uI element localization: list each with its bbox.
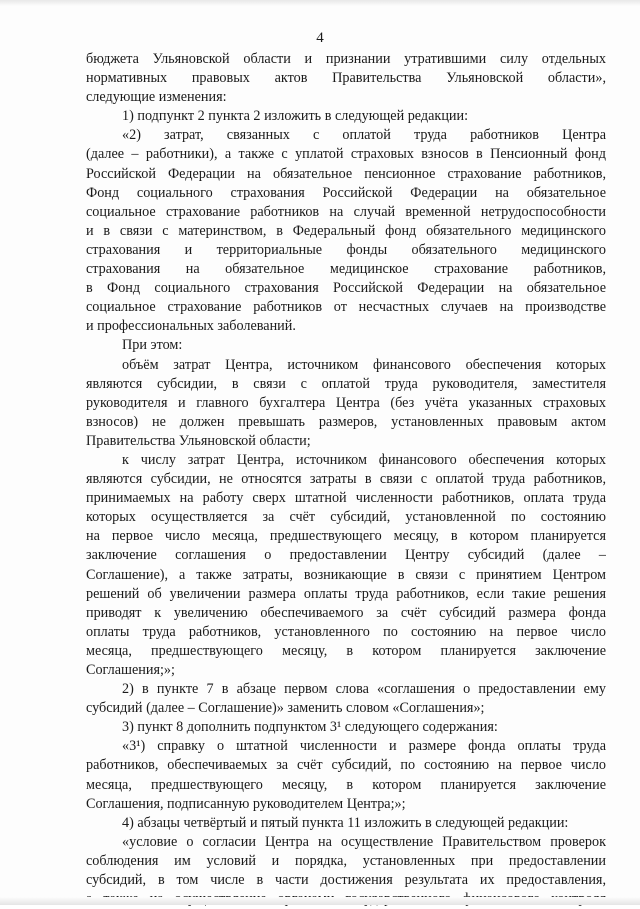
text-line: Фонд социального страхования Российской Федерации на обязательное bbox=[86, 184, 606, 201]
text-line: к числу затрат Центра, источником финансового обеспечения которых bbox=[122, 451, 606, 468]
text-line: 4) абзацы четвёртый и пятый пункта 11 изложить в следующей редакции: bbox=[122, 814, 569, 831]
scan-edge-top bbox=[0, 0, 640, 6]
text-line: являются субсидии, не относятся затраты в связи с оплатой труда работников, bbox=[86, 471, 606, 488]
text-line: Соглашение), а также затраты, возникающие в связи с принятием Центром bbox=[86, 566, 606, 583]
text-line: месяца, предшествующего месяцу, в котором планируется заключение bbox=[86, 642, 606, 659]
text-line: взносов) не должен превышать размеров, установленных правовым актом bbox=[86, 413, 606, 430]
text-line: (далее – работники), а также с уплатой страховых взносов в Пенсионный фонд bbox=[86, 146, 606, 163]
text-line: «условие о согласии Центра на осуществление Правительством проверок bbox=[122, 833, 606, 850]
text-line: социальное страхование работников от несчастных случаев на производстве bbox=[86, 299, 606, 316]
page-number: 4 bbox=[316, 30, 324, 46]
text-line: социальное страхование работников на случай временной нетрудоспособности bbox=[86, 203, 606, 220]
text-line: работников, обеспечиваемых за счёт субсидий, по состоянию на первое число bbox=[86, 757, 606, 774]
text-line: являются субсидии, в связи с оплатой труда руководителя, заместителя bbox=[86, 375, 606, 392]
text-line: «3¹) справку о штатной численности и размере фонда оплаты труда bbox=[122, 738, 606, 755]
text-line: субсидий, в том числе в части достижения результата их предоставления, bbox=[86, 872, 606, 889]
text-line: 1) подпункт 2 пункта 2 изложить в следующей редакции: bbox=[122, 108, 469, 125]
text-line: 2) в пункте 7 в абзаце первом слова «соглашения о предоставлении ему bbox=[122, 681, 606, 698]
text-line: соблюдения им условий и порядка, установленных при предоставлении bbox=[86, 852, 606, 869]
text-line: следующие изменения: bbox=[86, 89, 227, 106]
text-line: и профессиональных заболеваний. bbox=[86, 318, 296, 335]
scan-edge-bottom bbox=[0, 897, 640, 905]
text-line: объём затрат Центра, источником финансового обеспечения которых bbox=[122, 356, 606, 373]
text-line: Соглашения, подписанную руководителем Центра;»; bbox=[86, 795, 406, 812]
text-line: которых осуществляется за счёт субсидий, установленной по состоянию bbox=[86, 509, 606, 526]
text-line: страхования на обязательное медицинское страхование работников, bbox=[86, 261, 606, 278]
text-line: При этом: bbox=[122, 337, 183, 354]
text-line: нормативных правовых актов Правительства Ульяновской области», bbox=[86, 70, 606, 87]
text-line: бюджета Ульяновской области и признании утратившими силу отдельных bbox=[86, 51, 606, 67]
text-line: оплаты труда работников, установленного по состоянию на первое число bbox=[86, 623, 606, 640]
text-line: Соглашения;»; bbox=[86, 662, 175, 678]
text-line: «2) затрат, связанных с оплатой труда работников Центра bbox=[122, 127, 606, 144]
text-line: месяца, предшествующего месяцу, в котором планируется заключение bbox=[86, 776, 606, 793]
text-line: в Фонд социального страхования Российской Федерации на обязательное bbox=[86, 280, 606, 297]
text-line: 3) пункт 8 дополнить подпунктом 3¹ следующего содержания: bbox=[122, 719, 498, 736]
text-line: и в связи с материнством, в Федеральный фонд обязательного медицинского bbox=[86, 222, 606, 239]
document-body bbox=[86, 50, 606, 909]
text-line: решений об увеличении размера оплаты труда работников, если такие решения bbox=[86, 585, 606, 602]
text-line: руководителя и главного бухгалтера Центра (без учёта указанных страховых bbox=[86, 394, 606, 411]
text-line: приводят к увеличению обеспечиваемого за счёт субсидий размера фонда bbox=[86, 604, 606, 621]
text-line: на первое число месяца, предшествующего месяцу, в котором планируется bbox=[86, 528, 606, 545]
text-line: заключение соглашения о предоставлении Центру субсидий (далее – bbox=[86, 547, 606, 564]
text-line: субсидий (далее – Соглашение)» заменить словом «Соглашения»; bbox=[86, 700, 485, 717]
text-line: Правительства Ульяновской области; bbox=[86, 432, 311, 449]
text-line: принимаемых на работу сверх штатной численности работников, оплата труда bbox=[86, 490, 606, 507]
text-line: Российской Федерации на обязательное пенсионное страхование работников, bbox=[86, 165, 606, 182]
text-line: страхования и территориальные фонды обязательного медицинского bbox=[86, 241, 606, 258]
